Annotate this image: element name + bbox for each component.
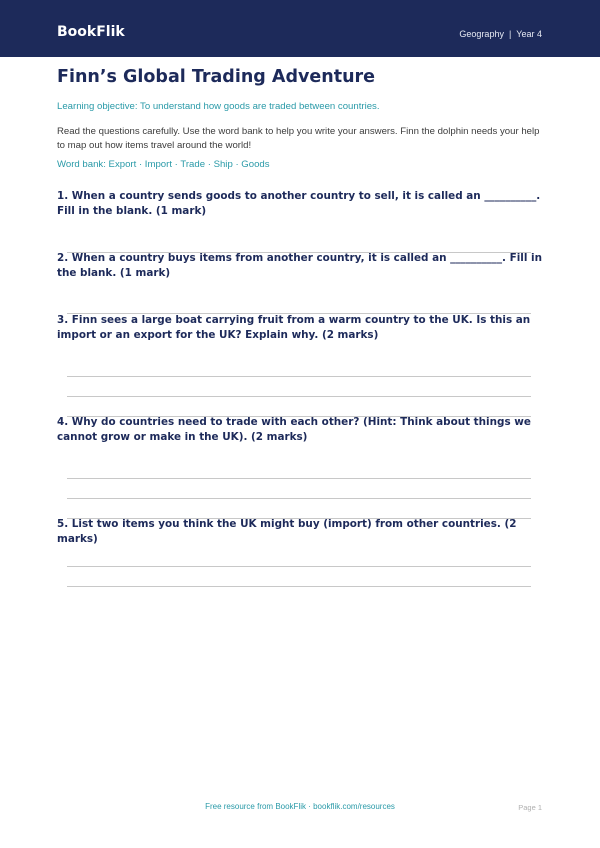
- header-bar: [0, 0, 600, 57]
- learning-objective: Learning objective: To understand how goods are traded between countries.: [57, 101, 380, 112]
- year-label: Year 4: [516, 29, 542, 39]
- question-2: 2. When a country buys items from another country, it is called an __________. Fill in the blank. (1 mark): [57, 252, 542, 279]
- separator: |: [508, 29, 512, 39]
- answer-line[interactable]: [67, 498, 531, 499]
- brand-logo[interactable]: BookFlik: [57, 24, 125, 40]
- answer-line[interactable]: [67, 566, 531, 567]
- worksheet-title: Finn’s Global Trading Adventure: [57, 67, 376, 87]
- question-4: 4. Why do countries need to trade with each other? (Hint: Think about things we cannot grow or make in the UK). (2 marks): [57, 416, 531, 443]
- answer-line[interactable]: [67, 376, 531, 377]
- answer-line[interactable]: [67, 478, 531, 479]
- answer-line[interactable]: [67, 586, 531, 587]
- question-1: 1. When a country sends goods to another country to sell, it is called an __________. Fill in the blank. (1 mark): [57, 190, 541, 217]
- footer-link[interactable]: Free resource from BookFlik · bookflik.com/resources: [205, 802, 395, 811]
- word-bank: Word bank: Export · Import · Trade · Ship · Goods: [57, 159, 270, 170]
- subject-name: Geography: [459, 29, 504, 39]
- page-number: Page 1: [518, 803, 542, 812]
- answer-line[interactable]: [67, 396, 531, 397]
- subject-label: [459, 29, 542, 39]
- instructions: Read the questions carefully. Use the word bank to help you write your answers. Finn the dolphin needs your help to map out how items travel around the world!: [57, 126, 540, 151]
- question-3: 3. Finn sees a large boat carrying fruit from a warm country to the UK. Is this an import or an export for the UK? Explain why. (2 marks): [57, 314, 531, 341]
- question-5: 5. List two items you think the UK might buy (import) from other countries. (2 marks): [57, 518, 517, 545]
